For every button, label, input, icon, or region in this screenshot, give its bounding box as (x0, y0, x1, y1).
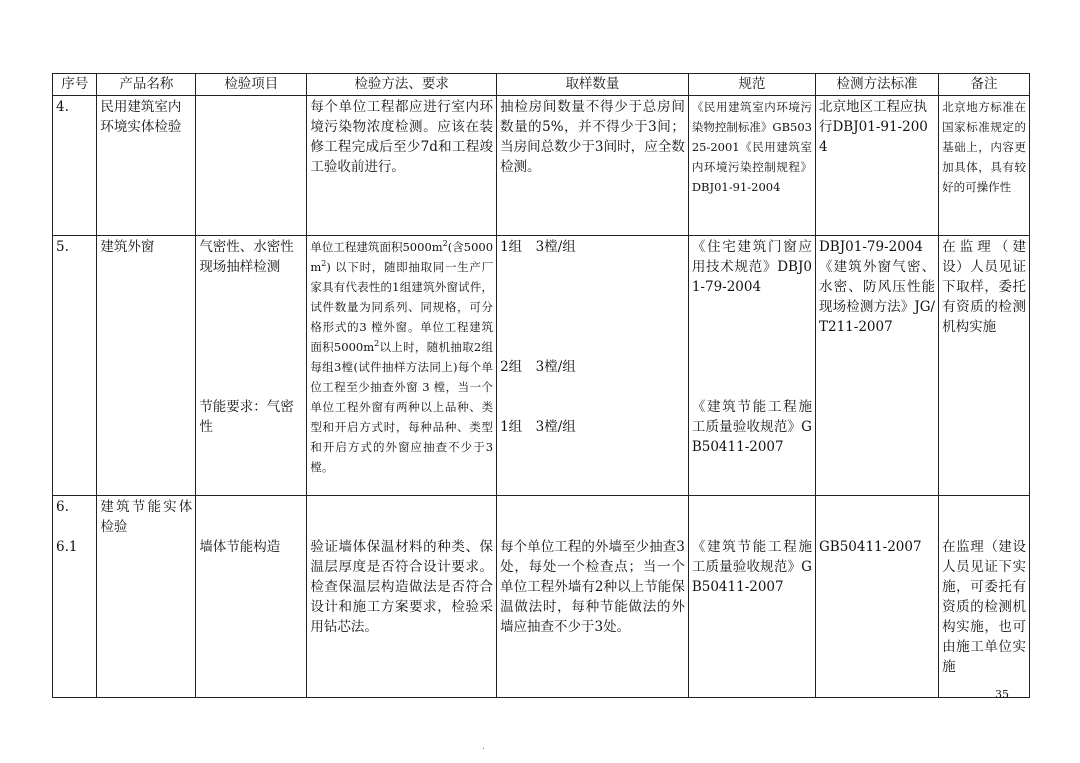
table-row-4 (53, 96, 1030, 236)
row6-name: 建筑节能实体检验 (97, 496, 196, 698)
header-remark: 备注 (939, 74, 1030, 96)
row5-sample (497, 236, 689, 496)
row61-method (307, 496, 497, 698)
standards-table (52, 73, 1030, 698)
header-sample-quantity: 取样数量 (497, 74, 689, 96)
row6-no-main: 6. (56, 499, 69, 515)
row5-method-sup1: 2 (442, 239, 448, 249)
table-header-row (53, 74, 1030, 96)
row61-sample-text: 每个单位工程的外墙至少抽查3处，每处一个检查点；当一个单位工程外墙有2种以上节能保温做法时，每种节能做法的外墙应抽查不少于3处。 (500, 539, 685, 635)
row5-sample-3: 1组 3樘/组 (500, 419, 576, 435)
row4-no: 4. (53, 96, 97, 236)
row5-method-b: (含5000m (310, 240, 494, 274)
row61-test-standard (815, 496, 938, 698)
row4-sample: 抽检房间数量不得少于总房间数量的5%，并不得少于3间；当房间总数少于3间时，应全数检测。 (497, 96, 689, 236)
row5-sample-2: 2组 3樘/组 (500, 359, 576, 375)
row61-sample (497, 496, 689, 698)
row61-spec-text: 《建筑节能工程施工质量验收规范》GB50411-2007 (691, 539, 812, 595)
header-specification: 规范 (688, 74, 815, 96)
table-row-5 (53, 236, 1030, 496)
row5-method-a: 单位工程建筑面积5000m (310, 240, 443, 254)
header-inspection-item: 检验项目 (196, 74, 307, 96)
row61-item-text: 墙体节能构造 (199, 539, 281, 555)
row5-sample-1: 1组 3樘/组 (500, 239, 576, 255)
table-row-6 (53, 496, 1030, 698)
row6-no (53, 496, 97, 698)
row4-spec: 《民用建筑室内环境污染物控制标准》GB50325-2001《民用建筑室内环境污染控制规程》DBJ01-91-2004 (688, 96, 815, 236)
header-method: 检验方法、要求 (307, 74, 497, 96)
row61-remark-text: 在监理（建设人员见证下实施，可委托有资质的检测机构实施，也可由施工单位实施 (942, 539, 1026, 675)
page-number: 35 (995, 688, 1009, 701)
row5-remark: 在监理（建设）人员见证下取样，委托有资质的检测机构实施 (939, 236, 1030, 496)
header-product-name: 产品名称 (97, 74, 196, 96)
row61-method-text: 验证墙体保温材料的种类、保温层厚度是否符合设计要求。检查保温层构造做法是否符合设计和施工方案要求，检验采用钻芯法。 (310, 539, 494, 635)
row5-item-1: 气密性、水密性现场抽样检测 (199, 239, 294, 275)
row5-test-standard: DBJ01-79-2004《建筑外窗气密、水密、防风压性能现场检测方法》JG/T211-2007 (815, 236, 938, 496)
header-test-standard: 检测方法标准 (815, 74, 938, 96)
row5-spec-1: 《住宅建筑门窗应用技术规范》DBJ01-79-2004 (691, 239, 812, 295)
row5-method (307, 236, 497, 496)
header-seq: 序号 (53, 74, 97, 96)
row4-method: 每个单位工程都应进行室内环境污染物浓度检测。应该在装修工程完成后至少7d和工程竣工验收前进行。 (307, 96, 497, 236)
row4-name: 民用建筑室内环境实体检验 (97, 96, 196, 236)
row5-item (196, 236, 307, 496)
row61-spec (688, 496, 815, 698)
row5-item-2: 节能要求：气密性 (199, 399, 294, 435)
row5-method-c: ) 以下时，随即抽取同一生产厂家具有代表性的1组建筑外窗试件，试件数量为同系列、同规格，可分格形式的3 樘外窗。单位工程建筑面积5000m (310, 260, 494, 354)
row61-no: 6.1 (56, 539, 78, 555)
row61-item (196, 496, 307, 698)
row4-remark: 北京地方标准在国家标准规定的基础上，内容更加具体，具有较好的可操作性 (939, 96, 1030, 236)
row61-test-standard-text: GB50411-2007 (818, 539, 922, 555)
row5-method-d: 以上时，随机抽取2组每组3樘(试件抽样方法同上)每个单位工程至少抽查外窗 3 樘，当一个单位工程外窗有两种以上品种、类型和开启方式时，每种品种、类型和开启方式的外窗应抽查不少于3樘。 (310, 340, 494, 474)
row4-test-standard: 北京地区工程应执行DBJ01-91-2004 (815, 96, 938, 236)
row5-spec-2: 《建筑节能工程施工质量验收规范》GB50411-2007 (691, 399, 812, 455)
row5-name: 建筑外窗 (97, 236, 196, 496)
row5-method-sup2: 2 (321, 259, 327, 269)
footer-dot: . (482, 742, 485, 752)
row4-item (196, 96, 307, 236)
row61-remark (939, 496, 1030, 698)
row5-spec (688, 236, 815, 496)
row5-method-sup3: 2 (374, 339, 380, 349)
row5-no: 5. (53, 236, 97, 496)
